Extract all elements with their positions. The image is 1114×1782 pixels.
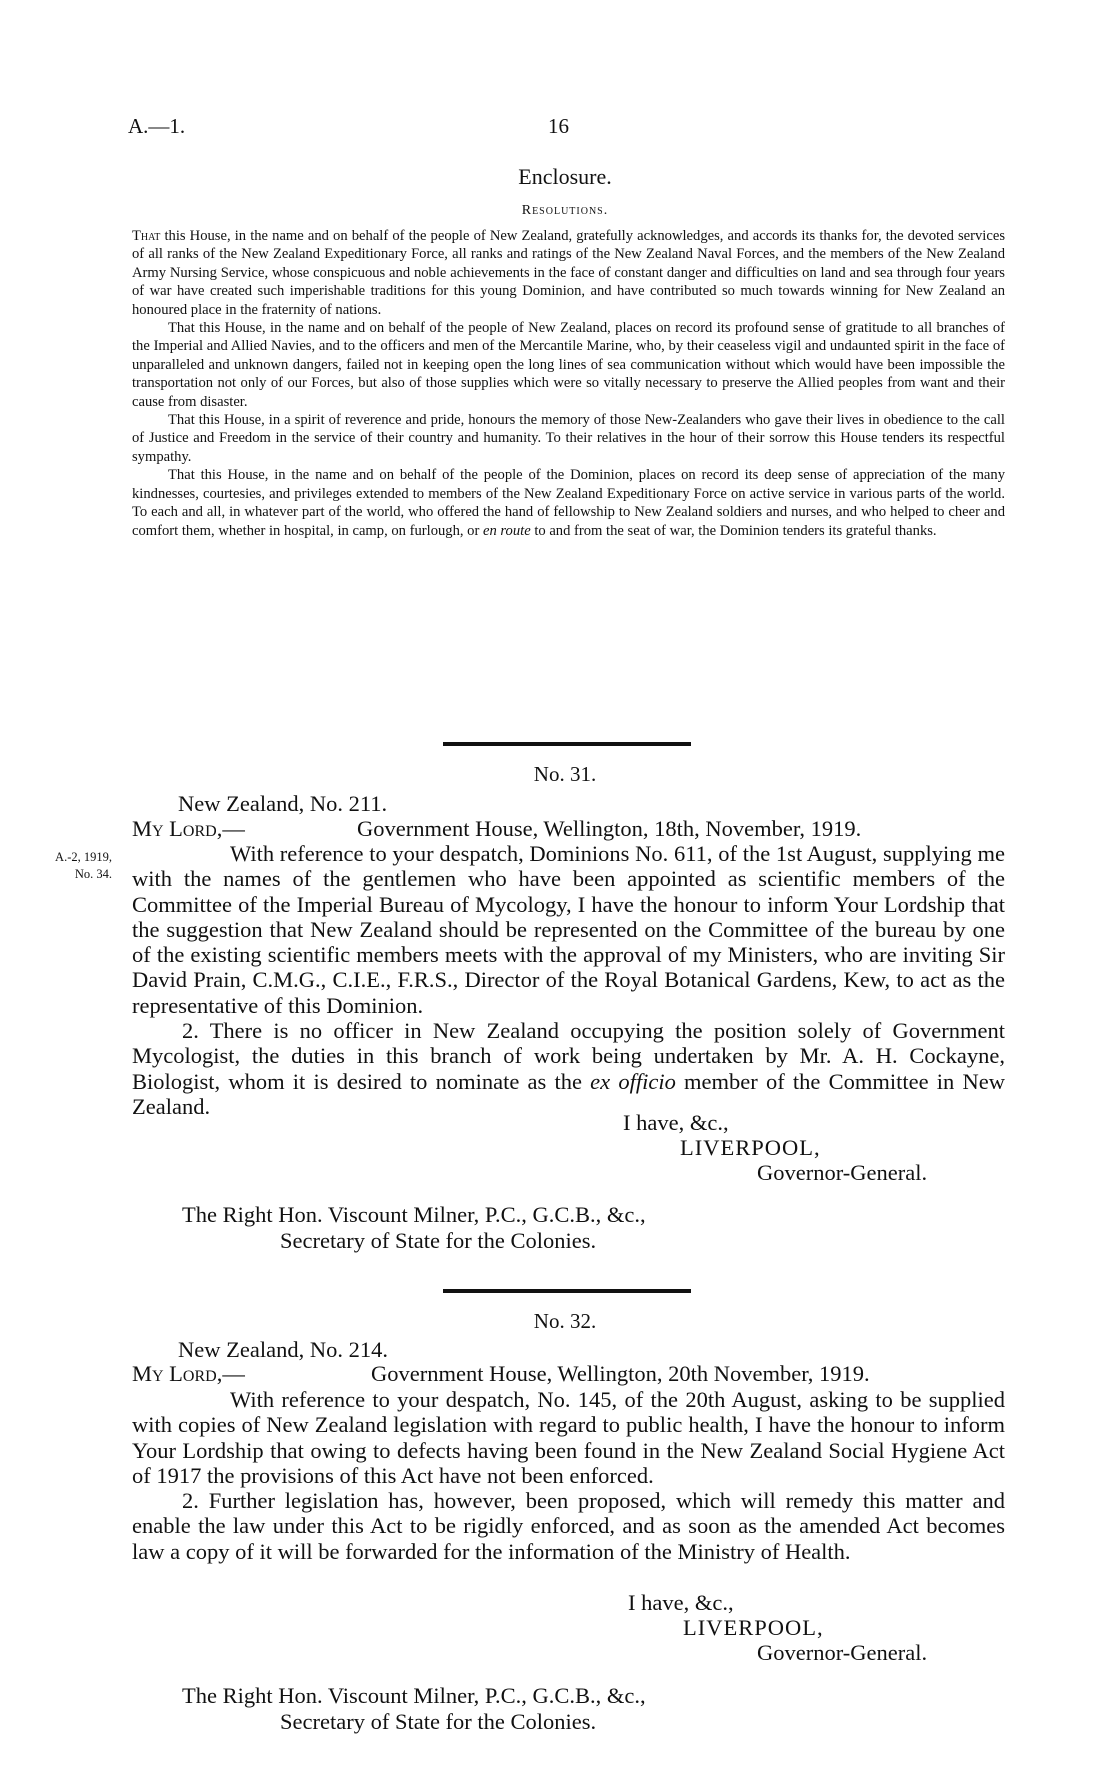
letter-dateline: Government House, Wellington, 20th November, 1919. (371, 1361, 870, 1386)
letter-body (132, 1387, 1005, 1564)
letter-signature: LIVERPOOL, (683, 1615, 824, 1640)
letter-dateline: Government House, Wellington, 18th, November, 1919. (357, 816, 862, 841)
resolution-italic-text: en route (482, 522, 531, 539)
margin-reference (36, 849, 112, 883)
resolution-text: to and from the seat of war, the Dominion tenders its grateful thanks. (530, 522, 937, 539)
resolution-paragraph: That this House, in the name and on behalf of the people of New Zealand, places on record its profound sense of gratitude to all branches of the Imperial and Allied Navies, and to the officers and men of the Mercantile Marine, who, by their ceaseless vigil and undaunted spirit in the face of unparalleled and unknown dangers, failed not in keeping open the long lines of sea communication without which would have been impossible the transportation not only of our Forces, but also of those supplies which were so vitally necessary to preserve the Allied peoples from want and their cause from disaster. (132, 320, 1005, 410)
letter-closing: I have, &c., (623, 1110, 729, 1135)
letter-signatory-title: Governor-General. (757, 1160, 928, 1185)
letter-addressee (182, 1683, 646, 1734)
addressee-line: The Right Hon. Viscount Milner, P.C., G.C.B., &c., (182, 1202, 646, 1227)
header-reference: A.—1. (128, 114, 186, 138)
letter-text: 2. There is no officer in New Zealand occupying the position solely of Government Mycologist, the duties in this branch of work being undertaken by Mr. A. H. Cockayne, Biologist, whom it is desired to nominate as the (132, 1018, 1005, 1094)
letter-number-heading: No. 31. (533, 762, 597, 786)
resolution-paragraph (132, 227, 1005, 319)
addressee-line: Secretary of State for the Colonies. (280, 1708, 597, 1734)
resolutions-body (132, 227, 1005, 540)
letter-paragraph: With reference to your despatch, Dominions No. 611, of the 1st August, supplying me with the names of the gentlemen who have been appointed as scientific members of the Committee of the Imperial Bureau of Mycology, I have the honour to inform Your Lordship that the suggestion that New Zealand should be represented on the Committee of the bureau by one of the existing scientific members meets with the approval of my Ministers, who are inviting Sir David Prain, C.M.G., C.I.E., F.R.S., Director of the Royal Botanical Gardens, Kew, to act as the representative of this Dominion. (132, 841, 1005, 1018)
letter-salutation: My Lord,— (132, 816, 245, 841)
addressee-line: Secretary of State for the Colonies. (280, 1227, 597, 1253)
resolution-text: That this House, in the name and on behalf of the people of the Dominion, places on record its deep sense of appreciation of the many kindnesses, courtesies, and privileges extended to members of the New Zealand Expeditionary Force on active service in various parts of the world. To each and all, in whatever part of the world, who offered the hand of fellowship to New Zealand soldiers and nurses, and who helped to cheer and comfort them, whether in hospital, in camp, on furlough, or (132, 467, 1005, 539)
letter-paragraph (132, 1018, 1005, 1119)
letter-number-heading: No. 32. (533, 1309, 597, 1333)
resolution-text: this House, in the name and on behalf of the people of New Zealand, gratefully acknowledges, and accords its thanks for, the devoted services of all ranks of the New Zealand Expeditionary Force, all ranks and ratings of the New Zealand Naval Forces, and the members of the New Zealand Army Nursing Service, whose conspicuous and noble achievements in the face of constant danger and difficulties on land and sea through four years of war have created such imperishable traditions for this young Dominion, and have contributed so much towards winning for New Zealand an honoured place in the fraternity of nations. (132, 228, 1005, 318)
letter-signatory-title: Governor-General. (757, 1640, 928, 1665)
letter-italic-text: ex officio (590, 1068, 676, 1094)
margin-reference-line: A.-2, 1919, (55, 850, 112, 864)
resolution-paragraph (132, 466, 1005, 540)
page-number: 16 (548, 114, 569, 138)
resolutions-title: Resolutions. (521, 203, 609, 218)
letter-paragraph: 2. Further legislation has, however, been proposed, which will remedy this matter and enable the law under this Act to be rigidly enforced, and as soon as the amended Act becomes law a copy of it will be forwarded for the information of the Ministry of Health. (132, 1488, 1005, 1564)
section-divider (443, 1289, 691, 1293)
letter-paragraph: With reference to your despatch, No. 145, of the 20th August, asking to be supplied with copies of New Zealand legislation with regard to public health, I have the honour to inform Your Lordship that owing to defects having been found in the New Zealand Social Hygiene Act of 1917 the provisions of this Act have not been enforced. (132, 1387, 1005, 1488)
letter-closing: I have, &c., (628, 1590, 734, 1615)
letter-signature: LIVERPOOL, (680, 1135, 821, 1160)
letter-reference: New Zealand, No. 211. (178, 791, 388, 816)
letter-body (132, 841, 1005, 1119)
enclosure-title: Enclosure. (518, 164, 612, 189)
letter-text: member of the Committee in New Zealand. (132, 1068, 1005, 1119)
resolution-paragraph: That this House, in a spirit of reverence and pride, honours the memory of those New-Zealanders who gave their lives in obedience to the call of Justice and Freedom in the service of their country and humanity. To their relatives in the hour of their sorrow this House tenders its respectful sympathy. (132, 412, 1005, 465)
letter-addressee (182, 1202, 646, 1253)
letter-salutation: My Lord,— (132, 1361, 245, 1386)
section-divider (443, 742, 691, 746)
addressee-line: The Right Hon. Viscount Milner, P.C., G.C.B., &c., (182, 1683, 646, 1708)
letter-reference: New Zealand, No. 214. (178, 1337, 388, 1362)
margin-reference-line: No. 34. (74, 867, 112, 881)
resolution-lead-word: That (132, 228, 161, 244)
